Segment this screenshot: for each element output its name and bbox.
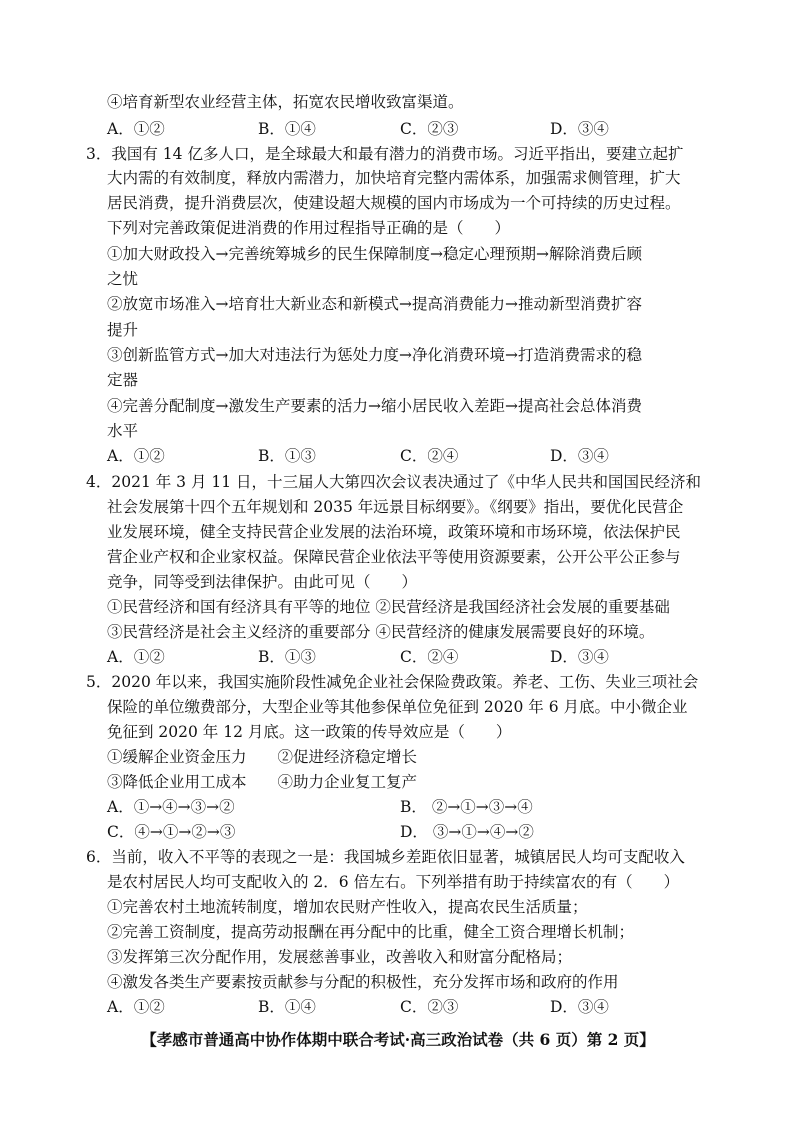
q6-option-d: D．③④ — [550, 998, 609, 1016]
q6-item-4: ④激发各类生产要素按贡献参与分配的积极性，充分发挥市场和政府的作用 — [107, 973, 619, 991]
q6-stem-line: 6．当前，收入不平等的表现之一是：我国城乡差距依旧显著，城镇居民人均可支配收入 — [86, 848, 685, 866]
q4-items-row-1: ①民营经济和国有经济具有平等的地位 ②民营经济是我国经济社会发展的重要基础 — [107, 598, 670, 616]
q5-option-a: A．①→④→③→② — [107, 798, 235, 816]
page-footer: 【孝感市普通高中协作体期中联合考试·高三政治试卷（共 6 页）第 2 页】 — [141, 1030, 655, 1049]
q3-option-b: B．①③ — [258, 447, 316, 465]
q4-option-a: A．①② — [107, 648, 165, 666]
q5-option-d: D． ③→①→④→② — [400, 823, 534, 841]
q3-stem-line: 下列对完善政策促进消费的作用过程指导正确的是（ ） — [107, 219, 511, 237]
q4-stem-line: 竞争，同等受到法律保护。由此可见（ ） — [107, 573, 418, 591]
q3-item-3-cont: 定器 — [107, 371, 139, 389]
q6-option-a: A．①② — [107, 998, 165, 1016]
q6-item-1: ①完善农村土地流转制度，增加农民财产性收入，提高农民生活质量； — [107, 898, 588, 916]
q3-option-a: A．①② — [107, 447, 165, 465]
q3-option-c: C．②④ — [400, 447, 459, 465]
q3-stem-line: 3．我国有 14 亿多人口，是全球最大和最有潜力的消费市场。习近平指出，要建立起扩 — [86, 145, 684, 163]
q2-option-d: D．③④ — [550, 120, 609, 138]
q6-stem-line: 是农村居民人均可支配收入的 2．6 倍左右。下列举措有助于持续富农的有（ ） — [107, 873, 680, 891]
q5-stem-line: 免征到 2020 年 12 月底。这一政策的传导效应是（ ） — [107, 723, 512, 741]
q6-item-2: ②完善工资制度，提高劳动报酬在再分配中的比重，健全工资合理增长机制； — [107, 923, 635, 941]
q4-stem-line: 社会发展第十四个五年规划和 2035 年远景目标纲要》。《纲要》指出，要优化民营企 — [107, 498, 684, 516]
q3-item-4: ④完善分配制度→激发生产要素的活力→缩小居民收入差距→提高社会总体消费 — [107, 397, 642, 415]
q4-option-d: D．③④ — [550, 648, 609, 666]
q4-option-c: C．②④ — [400, 648, 459, 666]
q6-option-b: B．①④ — [258, 998, 316, 1016]
q2-item-4: ④培育新型农业经营主体，拓宽农民增收致富渠道。 — [107, 93, 464, 111]
q4-items-row-2: ③民营经济是社会主义经济的重要部分 ④民营经济的健康发展需要良好的环境。 — [107, 623, 655, 641]
q3-stem-line: 大内需的有效制度，释放内需潜力，加快培育完整内需体系，加强需求侧管理，扩大 — [107, 169, 681, 187]
q3-item-3: ③创新监管方式→加大对违法行为惩处力度→净化消费环境→打造消费需求的稳 — [107, 346, 642, 364]
q2-option-a: A．①② — [107, 120, 165, 138]
q5-option-c: C．④→①→②→③ — [107, 823, 236, 841]
q6-item-3: ③发挥第三次分配作用，发展慈善事业，改善收入和财富分配格局； — [107, 948, 573, 966]
q5-items-row-2: ③降低企业用工成本 ④助力企业复工复产 — [107, 773, 418, 791]
q4-stem-line: 4．2021 年 3 月 11 日，十三届人大第四次会议表决通过了《中华人民共和国国民经济和 — [86, 473, 702, 491]
q4-stem-line: 营企业产权和企业家权益。保障民营企业依法平等使用资源要素，公开公平公正参与 — [107, 548, 681, 566]
q2-option-c: C．②③ — [400, 120, 459, 138]
q5-stem-line: 5．2020 年以来，我国实施阶段性减免企业社会保险费政策。养老、工伤、失业三项社会 — [86, 673, 699, 691]
q5-items-row-1: ①缓解企业资金压力 ②促进经济稳定增长 — [107, 748, 418, 766]
q3-item-1: ①加大财政投入→完善统筹城乡的民生保障制度→稳定心理预期→解除消费后顾 — [107, 245, 642, 263]
q5-stem-line: 保险的单位缴费部分，大型企业等其他参保单位免征到 2020 年 6 月底。中小微企业 — [107, 698, 688, 716]
q3-item-4-cont: 水平 — [107, 422, 139, 440]
q4-option-b: B．①③ — [258, 648, 316, 666]
q2-option-b: B．①④ — [258, 120, 316, 138]
q5-option-b: B． ②→①→③→④ — [400, 798, 533, 816]
q6-option-c: C．②③ — [400, 998, 459, 1016]
q3-item-2: ②放宽市场准入→培育壮大新业态和新模式→提高消费能力→推动新型消费扩容 — [107, 295, 642, 313]
q3-stem-line: 居民消费，提升消费层次，使建设超大规模的国内市场成为一个可持续的历史过程。 — [107, 194, 681, 212]
q3-item-1-cont: 之忧 — [107, 270, 139, 288]
q3-item-2-cont: 提升 — [107, 321, 139, 339]
q4-stem-line: 业发展环境，健全支持民营企业发展的法治环境，政策环境和市场环境，依法保护民 — [107, 523, 681, 541]
q3-option-d: D．③④ — [550, 447, 609, 465]
